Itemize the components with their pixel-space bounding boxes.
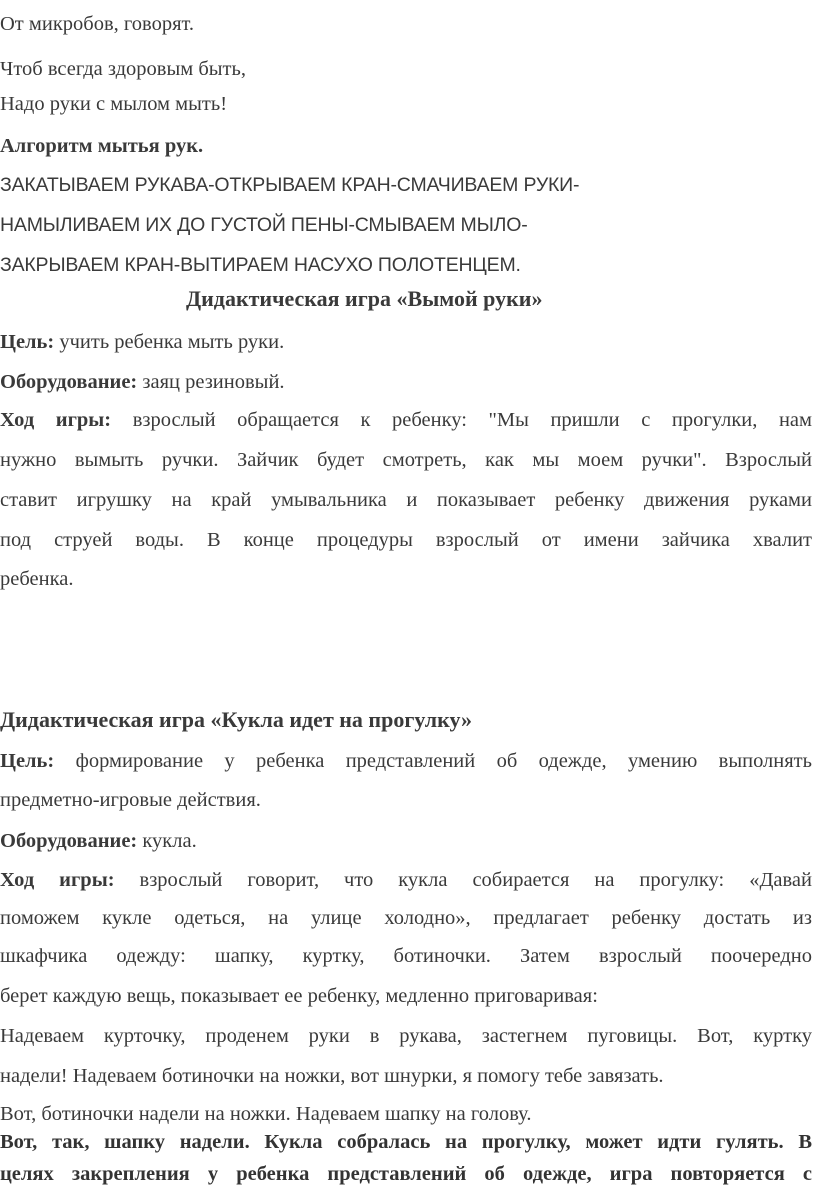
game2-process-line-4: берет каждую вещь, показывает ее ребенку, медленно приговаривая: [0, 985, 598, 1007]
game1-process-line-4: под струей воды. В конце процедуры взрослый от имени зайчика хвалит [0, 529, 812, 551]
game2-title: Дидактическая игра «Кукла идет на прогулку» [0, 707, 473, 732]
game2-goal-line-1 [0, 749, 812, 773]
algorithm-line-1: ЗАКАТЫВАЕМ РУКАВА-ОТКРЫВАЕМ КРАН-СМАЧИВАЕМ РУКИ- [0, 174, 580, 196]
game2-goal-text-1: формирование у ребенка представлений об одежде, умению выполнять [54, 750, 812, 772]
game2-process-line-2: поможем кукле одеться, на улице холодно», предлагает ребенку достать из [0, 907, 812, 929]
game2-process-line-6: надели! Надеваем ботиночки на ножки, вот шнурки, я помогу тебе завязать. [0, 1065, 664, 1087]
game2-process-text-1: взрослый говорит, что кукла собирается на прогулку: «Давай [114, 869, 813, 891]
game1-process-line-3: ставит игрушку на край умывальника и показывает ребенку движения руками [0, 489, 812, 511]
game1-equipment-label: Оборудование: [0, 371, 138, 393]
poem-line-3: Надо руки с мылом мыть! [0, 93, 228, 115]
game1-goal-text: учить ребенка мыть руки. [54, 331, 285, 353]
poem-line-2: Чтоб всегда здоровым быть, [0, 58, 246, 80]
game2-process-line-7: Вот, ботиночки надели на ножки. Надеваем шапку на голову. [0, 1103, 532, 1125]
game2-process-label: Ход игры: [0, 869, 115, 891]
game2-equipment [0, 829, 197, 853]
game2-goal-line-2: предметно-игровые действия. [0, 789, 261, 811]
game1-goal [0, 330, 284, 354]
poem-line-1: От микробов, говорят. [0, 13, 195, 35]
game1-process-line-2: нужно вымыть ручки. Зайчик будет смотреть, как мы моем ручки". Взрослый [0, 449, 812, 471]
game2-closing-line-2: целях закрепления у ребенка представлений об одежде, игра повторяется с [0, 1163, 812, 1185]
game1-process-line-5: ребенка. [0, 568, 74, 590]
game2-closing-line-1: Вот, так, шапку надели. Кукла собралась на прогулку, может идти гулять. В [0, 1131, 812, 1153]
algorithm-line-3: ЗАКРЫВАЕМ КРАН-ВЫТИРАЕМ НАСУХО ПОЛОТЕНЦЕМ. [0, 254, 521, 276]
game2-equipment-text: кукла. [137, 830, 197, 852]
game2-equipment-label: Оборудование: [0, 830, 138, 852]
game2-process-line-1 [0, 868, 812, 892]
algorithm-line-2: НАМЫЛИВАЕМ ИХ ДО ГУСТОЙ ПЕНЫ-СМЫВАЕМ МЫЛО- [0, 214, 528, 236]
game1-equipment [0, 370, 285, 394]
game2-process-line-3: шкафчика одежду: шапку, куртку, ботиночки. Затем взрослый поочередно [0, 945, 812, 967]
algorithm-title: Алгоритм мытья рук. [0, 135, 204, 157]
game1-process-line-1 [0, 408, 812, 432]
game2-process-line-5: Надеваем курточку, проденем руки в рукава, застегнем пуговицы. Вот, куртку [0, 1025, 812, 1047]
game1-process-label: Ход игры: [0, 409, 112, 431]
game1-goal-label: Цель: [0, 331, 55, 353]
game2-goal-label: Цель: [0, 750, 55, 772]
game1-equipment-text: заяц резиновый. [137, 371, 285, 393]
game1-process-text-1: взрослый обращается к ребенку: "Мы пришли с прогулки, нам [111, 409, 812, 431]
game1-title: Дидактическая игра «Вымой руки» [186, 286, 543, 311]
